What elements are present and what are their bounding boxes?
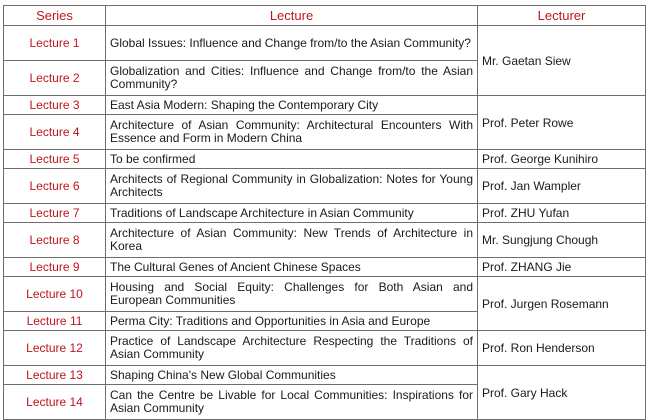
lecture-title-cell: Housing and Social Equity: Challenges for Both Asian and European Communities [106, 277, 478, 312]
series-cell: Lecture 5 [4, 150, 106, 169]
lecture-title-cell: Architects of Regional Community in Globalization: Notes for Young Architects [106, 169, 478, 204]
lecturer-cell: Prof. George Kunihiro [478, 150, 646, 169]
lecture-title-cell: To be confirmed [106, 150, 478, 169]
lecture-title-cell: Architecture of Asian Community: New Trends of Architecture in Korea [106, 223, 478, 258]
lecture-title-cell: Can the Centre be Livable for Local Communities: Inspirations for Asian Community [106, 385, 478, 420]
table-row [4, 277, 646, 312]
lecture-schedule-table [3, 5, 646, 420]
lecturer-cell: Mr. Gaetan Siew [478, 26, 646, 96]
series-cell: Lecture 3 [4, 96, 106, 115]
table-row [4, 258, 646, 277]
table-row [4, 204, 646, 223]
lecture-title-cell: Traditions of Landscape Architecture in Asian Community [106, 204, 478, 223]
series-cell: Lecture 6 [4, 169, 106, 204]
table-row [4, 150, 646, 169]
lecture-title-cell: Practice of Landscape Architecture Respecting the Traditions of Asian Community [106, 331, 478, 366]
series-cell: Lecture 13 [4, 366, 106, 385]
header-row [4, 6, 646, 26]
series-cell: Lecture 1 [4, 26, 106, 61]
table-row [4, 96, 646, 115]
series-cell: Lecture 14 [4, 385, 106, 420]
table-row [4, 169, 646, 204]
lecturer-cell: Prof. ZHANG Jie [478, 258, 646, 277]
series-cell: Lecture 10 [4, 277, 106, 312]
lecturer-cell: Prof. Gary Hack [478, 366, 646, 420]
lecturer-cell: Prof. Jan Wampler [478, 169, 646, 204]
series-cell: Lecture 9 [4, 258, 106, 277]
lecture-title-cell: Architecture of Asian Community: Architectural Encounters With Essence and Form in Modern China [106, 115, 478, 150]
header-lecturer: Lecturer [478, 6, 646, 26]
table-row [4, 331, 646, 366]
lecture-title-cell: East Asia Modern: Shaping the Contemporary City [106, 96, 478, 115]
table-row [4, 26, 646, 61]
header-series: Series [4, 6, 106, 26]
lecture-title-cell: Global Issues: Influence and Change from/to the Asian Community? [106, 26, 478, 61]
lecturer-cell: Prof. ZHU Yufan [478, 204, 646, 223]
lecture-title-cell: Shaping China's New Global Communities [106, 366, 478, 385]
series-cell: Lecture 8 [4, 223, 106, 258]
lecturer-cell: Prof. Ron Henderson [478, 331, 646, 366]
lecture-title-cell: The Cultural Genes of Ancient Chinese Spaces [106, 258, 478, 277]
lecturer-cell: Prof. Jurgen Rosemann [478, 277, 646, 331]
series-cell: Lecture 2 [4, 61, 106, 96]
lecturer-cell: Mr. Sungjung Chough [478, 223, 646, 258]
table-row [4, 223, 646, 258]
series-cell: Lecture 12 [4, 331, 106, 366]
series-cell: Lecture 4 [4, 115, 106, 150]
series-cell: Lecture 7 [4, 204, 106, 223]
series-cell: Lecture 11 [4, 312, 106, 331]
lecturer-cell: Prof. Peter Rowe [478, 96, 646, 150]
lecture-title-cell: Globalization and Cities: Influence and Change from/to the Asian Community? [106, 61, 478, 96]
table-row [4, 366, 646, 385]
lecture-title-cell: Perma City: Traditions and Opportunities in Asia and Europe [106, 312, 478, 331]
header-lecture: Lecture [106, 6, 478, 26]
